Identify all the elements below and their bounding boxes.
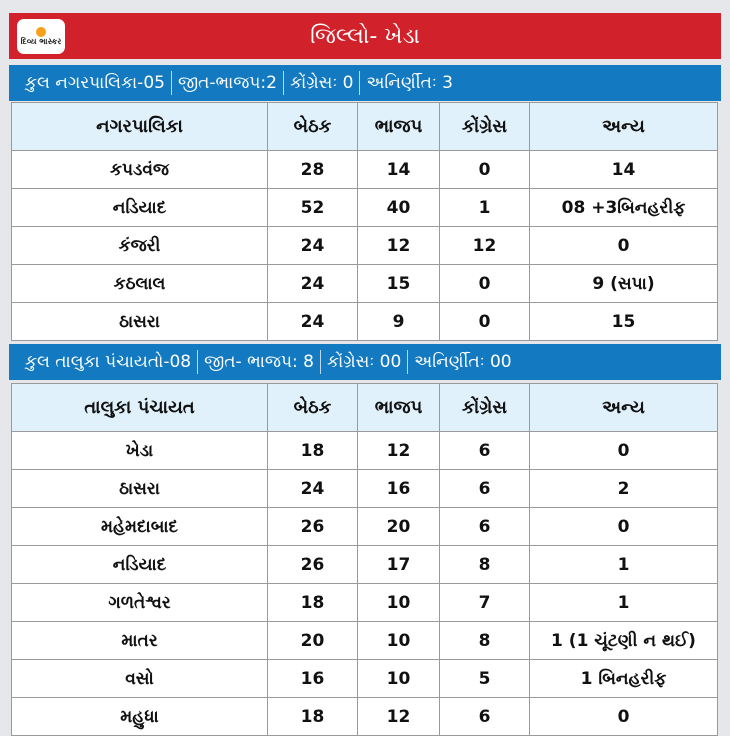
table-row — [12, 470, 718, 508]
table-cell: કપડવંજ — [12, 151, 268, 189]
table-cell: 10 — [358, 622, 440, 660]
table-cell: ગળતેશ્વર — [12, 584, 268, 622]
column-header: અન્ય — [530, 384, 718, 432]
table-cell: 28 — [268, 151, 358, 189]
table-cell: 1 — [440, 189, 530, 227]
table-cell: 0 — [530, 432, 718, 470]
table-cell: નડિયાદ — [12, 189, 268, 227]
table-cell: નડિયાદ — [12, 546, 268, 584]
table-cell: 0 — [440, 265, 530, 303]
table-row — [12, 622, 718, 660]
table-cell: 0 — [530, 698, 718, 736]
column-header: ભાજપ — [358, 103, 440, 151]
table-cell: 17 — [358, 546, 440, 584]
table-cell: 1 (1 ચૂંટણી ન થઈ) — [530, 622, 718, 660]
logo-text: દિવ્ય ભાસ્કર — [20, 37, 62, 46]
summary-item: કોંગ્રેસઃ 0 — [289, 73, 354, 93]
divya-bhaskar-logo — [17, 19, 65, 54]
table-row — [12, 151, 718, 189]
table-cell: માતર — [12, 622, 268, 660]
table-cell: 12 — [358, 698, 440, 736]
table-cell: 40 — [358, 189, 440, 227]
table-cell: 20 — [268, 622, 358, 660]
table-cell: 52 — [268, 189, 358, 227]
table-cell: કંજરી — [12, 227, 268, 265]
table-row — [12, 660, 718, 698]
table-cell: 6 — [440, 508, 530, 546]
table-cell: 8 — [440, 622, 530, 660]
column-header: ભાજપ — [358, 384, 440, 432]
table-cell: 24 — [268, 265, 358, 303]
table-cell: 16 — [268, 660, 358, 698]
table-cell: 26 — [268, 508, 358, 546]
table-cell: 12 — [358, 227, 440, 265]
column-header: બેઠક — [268, 384, 358, 432]
table-cell: 6 — [440, 470, 530, 508]
table-cell: 12 — [440, 227, 530, 265]
summary-item: કુલ નગરપાલિકા-05 — [25, 73, 165, 93]
column-header: કોંગ્રેસ — [440, 103, 530, 151]
title-bar — [9, 13, 721, 59]
summary-item: કોંગ્રેસઃ 00 — [326, 352, 402, 372]
table-cell: 24 — [268, 303, 358, 341]
table-cell: 10 — [358, 660, 440, 698]
table-cell: 9 (સપા) — [530, 265, 718, 303]
table-cell: 1 બિનહરીફ — [530, 660, 718, 698]
taluka-panchayat-summary — [9, 344, 721, 380]
table-row — [12, 227, 718, 265]
header-row — [12, 103, 718, 151]
table-cell: વસો — [12, 660, 268, 698]
table-row — [12, 189, 718, 227]
table-cell: 0 — [440, 151, 530, 189]
table-cell: 18 — [268, 698, 358, 736]
column-header: બેઠક — [268, 103, 358, 151]
table-row — [12, 265, 718, 303]
table-cell: મહુધા — [12, 698, 268, 736]
table-cell: 8 — [440, 546, 530, 584]
table-cell: 24 — [268, 227, 358, 265]
table-cell: મહેમદાબાદ — [12, 508, 268, 546]
table-cell: 12 — [358, 432, 440, 470]
summary-item: જીત-ભાજપ:2 — [177, 73, 277, 93]
column-header: તાલુકા પંચાયત — [12, 384, 268, 432]
column-header: અન્ય — [530, 103, 718, 151]
table-row — [12, 508, 718, 546]
table-cell: ખેડા — [12, 432, 268, 470]
table-row — [12, 546, 718, 584]
table-cell: 0 — [530, 227, 718, 265]
table-cell: કઠલાલ — [12, 265, 268, 303]
table-cell: ઠાસરા — [12, 470, 268, 508]
table-cell: 1 — [530, 546, 718, 584]
table-cell: 20 — [358, 508, 440, 546]
table-cell: 14 — [530, 151, 718, 189]
table-cell: 10 — [358, 584, 440, 622]
table-row — [12, 303, 718, 341]
table-row — [12, 432, 718, 470]
table-cell: 5 — [440, 660, 530, 698]
table-cell: 2 — [530, 470, 718, 508]
table-cell: 6 — [440, 432, 530, 470]
summary-item: કુલ તાલુકા પંચાયતો-08 — [25, 352, 192, 372]
table-cell: 08 +3બિનહરીફ — [530, 189, 718, 227]
nagarpalika-summary — [9, 65, 721, 101]
nagarpalika-table — [11, 102, 718, 341]
summary-item: અનિર્ણીતઃ 3 — [366, 73, 453, 93]
table-row — [12, 698, 718, 736]
header-row — [12, 384, 718, 432]
summary-item: જીત- ભાજપ: 8 — [204, 352, 314, 372]
summary-item: અનિર્ણીતઃ 00 — [414, 352, 512, 372]
table-cell: 24 — [268, 470, 358, 508]
page-title: જિલ્લો- ખેડા — [310, 23, 420, 49]
taluka-panchayat-table — [11, 383, 718, 736]
table-cell: 15 — [530, 303, 718, 341]
column-header: નગરપાલિકા — [12, 103, 268, 151]
column-header: કોંગ્રેસ — [440, 384, 530, 432]
table-cell: 15 — [358, 265, 440, 303]
table-cell: 18 — [268, 432, 358, 470]
table-cell: ઠાસરા — [12, 303, 268, 341]
table-cell: 6 — [440, 698, 530, 736]
table-row — [12, 584, 718, 622]
table-cell: 26 — [268, 546, 358, 584]
table-cell: 0 — [440, 303, 530, 341]
table-cell: 16 — [358, 470, 440, 508]
table-cell: 1 — [530, 584, 718, 622]
table-cell: 7 — [440, 584, 530, 622]
table-cell: 18 — [268, 584, 358, 622]
table-cell: 14 — [358, 151, 440, 189]
table-cell: 9 — [358, 303, 440, 341]
table-cell: 0 — [530, 508, 718, 546]
